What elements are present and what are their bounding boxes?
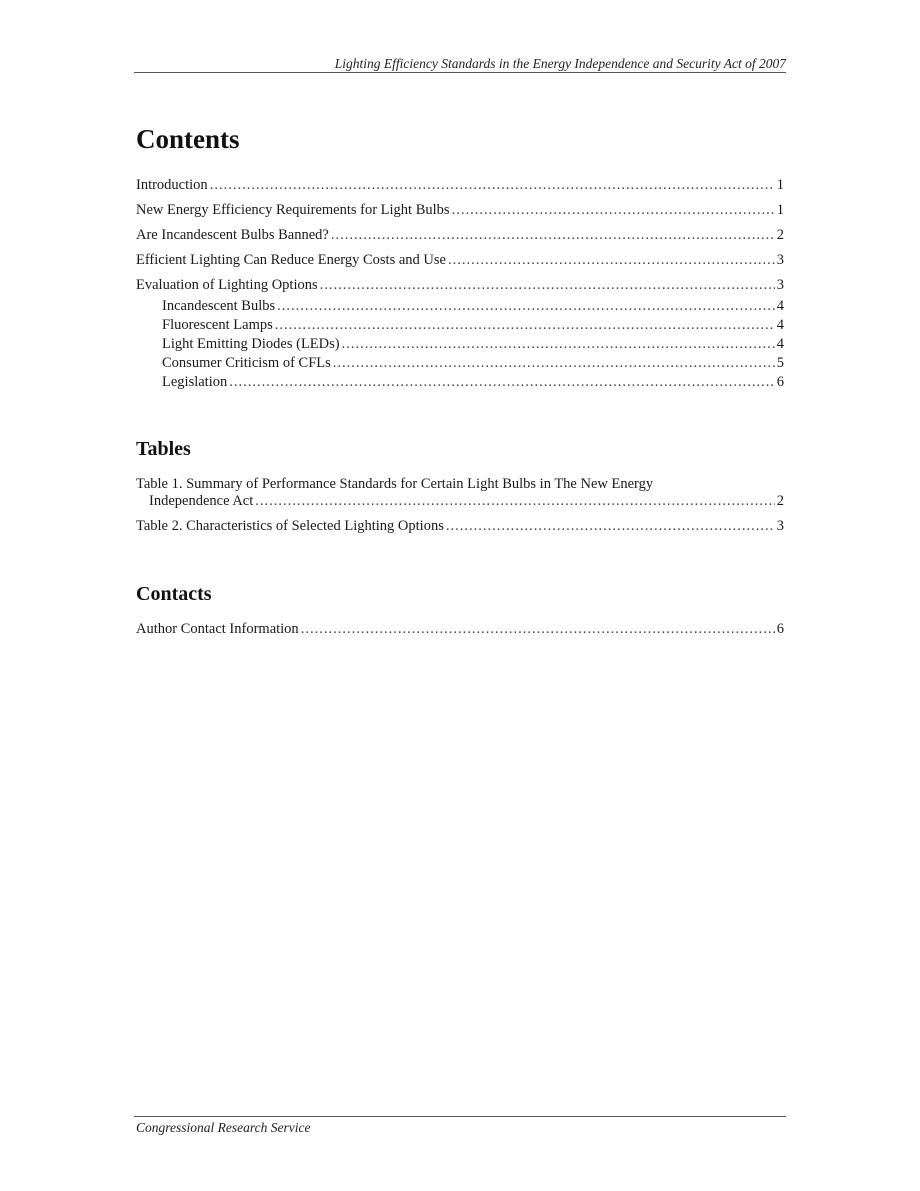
toc-entry-label: Table 1. Summary of Performance Standards for Certain Light Bulbs in The New Energy — [136, 476, 654, 492]
dot-leader — [320, 277, 775, 294]
dot-leader — [446, 518, 775, 535]
dot-leader — [331, 227, 775, 244]
contents-heading: Contents — [136, 124, 240, 154]
running-footer: Congressional Research Service — [136, 1120, 311, 1135]
contents-list — [136, 177, 784, 393]
toc-entry-label: Light Emitting Diodes (LEDs) — [162, 336, 340, 352]
toc-entry-page: 3 — [776, 518, 784, 534]
toc-entry-page: 2 — [776, 493, 784, 509]
toc-entry-label: Author Contact Information — [136, 621, 299, 637]
toc-entry-label: Consumer Criticism of CFLs — [162, 355, 331, 371]
dot-leader — [210, 177, 775, 194]
toc-entry-label: Legislation — [162, 374, 228, 390]
toc-entry-table-2[interactable] — [136, 518, 784, 535]
toc-entry-label-continued: Independence Act — [149, 493, 254, 509]
toc-entry-page: 1 — [776, 202, 784, 218]
toc-entry-page: 1 — [776, 177, 784, 193]
toc-entry-label: Table 2. Characteristics of Selected Lighting Options — [136, 518, 444, 534]
toc-entry-label: Efficient Lighting Can Reduce Energy Costs and Use — [136, 252, 446, 268]
dot-leader — [342, 336, 775, 353]
toc-subentry-cfl-criticism[interactable] — [136, 355, 784, 372]
toc-subentry-fluorescent[interactable] — [136, 317, 784, 334]
toc-entry-label: Incandescent Bulbs — [162, 298, 276, 314]
toc-entry-new-requirements[interactable] — [136, 202, 784, 219]
dot-leader — [301, 621, 775, 638]
toc-entry-label: Introduction — [136, 177, 208, 193]
toc-entry-page: 6 — [776, 621, 784, 637]
dot-leader — [277, 298, 775, 315]
dot-leader — [333, 355, 775, 372]
toc-subentry-incandescent[interactable] — [136, 298, 784, 315]
toc-entry-page: 5 — [776, 355, 784, 371]
contacts-heading: Contacts — [136, 583, 212, 605]
toc-entry-table-1[interactable] — [136, 476, 784, 510]
dot-leader — [255, 493, 774, 510]
toc-entry-incandescent-banned[interactable] — [136, 227, 784, 244]
toc-entry-page: 6 — [776, 374, 784, 390]
toc-entry-label: New Energy Efficiency Requirements for Light Bulbs — [136, 202, 450, 218]
toc-entry-author-contact[interactable] — [136, 621, 784, 638]
toc-entry-label: Are Incandescent Bulbs Banned? — [136, 227, 329, 243]
dot-leader — [275, 317, 775, 334]
toc-entry-page: 4 — [776, 336, 784, 352]
tables-list — [136, 476, 784, 543]
tables-heading: Tables — [136, 438, 191, 460]
dot-leader — [448, 252, 775, 269]
toc-entry-introduction[interactable] — [136, 177, 784, 194]
toc-entry-page: 4 — [776, 317, 784, 333]
contacts-list — [136, 621, 784, 646]
toc-entry-label: Evaluation of Lighting Options — [136, 277, 318, 293]
toc-entry-page: 2 — [776, 227, 784, 243]
toc-entry-evaluation[interactable] — [136, 277, 784, 294]
toc-subentry-leds[interactable] — [136, 336, 784, 353]
toc-entry-page: 4 — [776, 298, 784, 314]
footer-rule — [134, 1116, 786, 1117]
running-header: Lighting Efficiency Standards in the Energy Independence and Security Act of 2007 — [334, 56, 786, 71]
toc-entry-efficient-lighting[interactable] — [136, 252, 784, 269]
toc-entry-page: 3 — [776, 252, 784, 268]
toc-entry-page: 3 — [776, 277, 784, 293]
header-rule — [134, 72, 786, 73]
dot-leader — [452, 202, 775, 219]
toc-entry-label: Fluorescent Lamps — [162, 317, 273, 333]
toc-subentry-legislation[interactable] — [136, 374, 784, 391]
dot-leader — [229, 374, 775, 391]
